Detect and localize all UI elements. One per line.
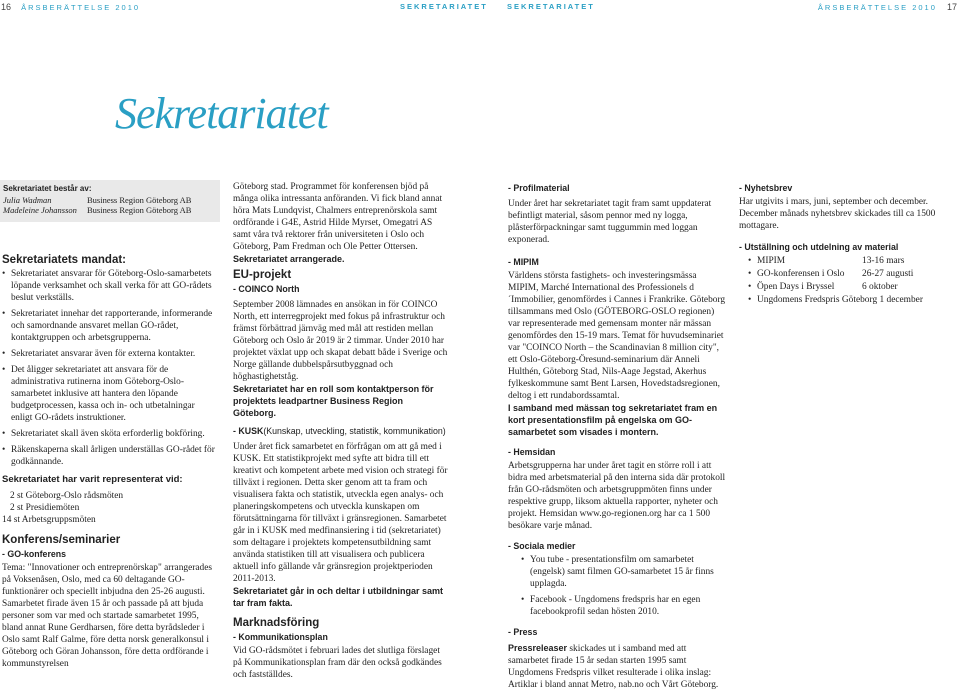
representation-line: 14 st Arbetsgruppsmöten xyxy=(2,515,96,525)
header-right xyxy=(818,2,957,12)
exhibition-date: 13-16 mars xyxy=(862,256,905,266)
list-item: • Räkenskaperna skall årligen underställas GO-rådet för godkännande. xyxy=(11,444,216,468)
eu-subheading: - COINCO North xyxy=(233,284,300,294)
right-running-title: ÅRSBERÄTTELSE 2010 xyxy=(817,3,937,12)
list-item: • Sekretariatet ansvarar för Göteborg-Oslo-samarbetets löpande verksamhet och skall verka för att GO-rådets beslut verkställs. xyxy=(11,268,216,304)
social-list xyxy=(508,554,726,618)
header-left xyxy=(1,2,140,12)
press-text-2: Artiklar i bland annat Metro, nab.no och Vårt Göteborg. xyxy=(508,680,719,690)
website-subheading: - Hemsidan xyxy=(508,447,556,457)
staff-org: Business Region Göteborg AB xyxy=(87,195,192,205)
header-center-left: SEKRETARIATET xyxy=(400,2,488,11)
exhibition-date: 6 oktober xyxy=(862,282,898,292)
press-subheading: - Press xyxy=(508,627,538,637)
list-item xyxy=(757,281,960,293)
newsletter-subheading: - Nyhetsbrev xyxy=(739,183,793,193)
press-bold: Pressreleaser xyxy=(508,643,568,653)
kusk-text: Under året fick samarbetet en förfrågan om att gå med i KUSK. Ett statistikprojekt med syfte att bidra till ett kreativt och kompetent arbete med vision och strategi för tillväxt i regionen. Detta sker genom att ta fram och visualisera fakta och statistik, utveckla egen analys- och planeringskompetens och utveckla kunskapen om förutsättningarna för tillväxt i gränsregionen. Samarbetet går in i KUSK med medfinansiering i tid (sekretariatet) som deltagare i projektets kompetensutbildning samt använda statistiken till att visualisera och publicera aktuell info gällande vår gränsregion projektperioden 2011-2013. xyxy=(233,442,448,584)
eu-heading: EU-projekt xyxy=(233,269,292,281)
list-item: • Det åligger sekretariatet att ansvara för de administrativa rutinerna inom Göteborg-Oslo-samarbetet inklusive att hantera den löpande budgetprocessen, kassa och in- och utbetalningar enligt GO-rådets instruktioner. xyxy=(11,364,216,424)
staff-org: Business Region Göteborg AB xyxy=(87,205,192,215)
left-page-number: 16 xyxy=(1,2,12,12)
representation-heading: Sekretariatet har varit representerat vid: xyxy=(2,474,183,485)
representation-line: 2 st Göteborg-Oslo rådsmöten xyxy=(10,491,124,501)
staff-row xyxy=(3,195,197,205)
page-title: Sekretariatet xyxy=(115,89,328,138)
newsletter-text: Har utgivits i mars, juni, september och december. December månads nyhetsbrev skickades till ca 1500 mottagare. xyxy=(739,197,936,231)
list-item: • Sekretariatet skall även sköta erforderlig bokföring. xyxy=(11,428,216,440)
marketing-text: Vid GO-rådsmötet i februari lades det slutliga förslaget på Kommunikationsplan fram där den också godkändes och fastställdes. xyxy=(233,646,442,680)
conference-heading: Konferens/seminarier xyxy=(2,534,121,546)
conference-subheading: - GO-konferens xyxy=(2,549,67,559)
conference-continued: Göteborg stad. Programmet för konferensen bjöd på många olika intressanta anföranden. Vi fick bland annat höra Mats Lundqvist, Chalmers entreprenörskola samt ordförande i G4E, Astrid Hilde Myrset, Omegatri AS samt våra två rektorer från universiteten i Oslo och Göteborg, Pam Fredman och Ole Petter Ottersen. xyxy=(233,182,443,252)
staff-table xyxy=(3,195,197,215)
staff-row xyxy=(3,205,197,215)
kusk-paren: (Kunskap, utveckling, statistik, kommunikation) xyxy=(263,426,446,436)
list-item: • Sekretariatet innehar det rapporterande, informerande och samordnande ansvaret mellan GO-rådet, kontaktgruppen och arbetsgrupperna. xyxy=(11,308,216,344)
staff-name: Madeleine Johansson xyxy=(3,205,77,215)
left-running-title: ÅRSBERÄTTELSE 2010 xyxy=(21,3,141,12)
exhibition-subheading: - Utställning och utdelning av material xyxy=(739,242,899,252)
press-text-body: skickades ut i samband med att samarbetet firade 15 år sedan starten 1995 samt Ungdomens Fredspris vilket resulterade i olika inslag: xyxy=(508,644,712,678)
list-item xyxy=(757,268,960,280)
mandate-list xyxy=(2,268,216,468)
mipim-subheading: - MIPIM xyxy=(508,257,539,267)
staff-box xyxy=(0,180,220,222)
list-item: • Facebook - Ungdomens fredspris har en egen facebookprofil sedan hösten 2010. xyxy=(530,594,726,618)
exhibition-event: Öpen Days i Bryssel xyxy=(757,282,835,292)
kusk-subheading: - KUSK xyxy=(233,426,264,436)
right-page-number: 17 xyxy=(946,2,957,12)
conference-bold: Sekretariatet arrangerade. xyxy=(233,254,345,264)
column-1 xyxy=(2,250,216,673)
exhibition-event: GO-konferensen i Oslo xyxy=(757,269,845,279)
column-3 xyxy=(508,181,726,691)
exhibition-event: MIPIM xyxy=(757,256,786,266)
list-item: • You tube - presentationsfilm om samarbetet (engelsk) samt filmen GO-samarbetet 15 år finns upplagda. xyxy=(530,554,726,590)
profile-text: Under året har sekretariatet tagit fram samt uppdaterat befintligt material, såsom pennor med ny logga, plåsterförpackningar samt tuggummin med loggan exponerad. xyxy=(508,199,712,245)
kusk-heading xyxy=(233,425,448,437)
representation-line: 2 st Presidiemöten xyxy=(10,503,80,513)
mipim-text: Världens största fastighets- och investeringsmässa MIPIM, Marché International des Professionels d´Immobilier, genomfördes i Cannes i Frankrike. Göteborg tillsammans med Oslo (GÖTEBORG-OSLO regionen) var representerade med gemensam monter när mässan genomfördes den 15-19 mars. Temat för huvudseminariet var "COINCO North – the Scandinavian 8 million city", ett Oslo-Göteborg-Öresund-seminarium där Anneli Hulthén, Göteborg Stad, Nils-Aage Jegstad, Akerhus fylkeskommune samt Bent Larsen, Hovedstadsregionen, deltog i ett rundabordssamtal. xyxy=(508,271,726,401)
marketing-subheading: - Kommunikationsplan xyxy=(233,632,328,642)
list-item xyxy=(757,294,960,306)
conference-text: Tema: "Innovationer och entreprenörskap" arrangerades på Voksenåsen, Oslo, med ca 60 deltagande GO-funktionärer och speciellt inbjudna den 25-26 augusti. Samarbetet firade även 15 år och passade på att bjuda personer som var med och startade samarbetet 1995, bland annat Rune Gerdharsen, före detta byrådsleder i Oslo samt Ralf Galme, före detta norsk generalkonsul i Göteborg och Göran Johansson, före detta ordförande i kommunstyrelsen xyxy=(2,563,213,669)
exhibition-list xyxy=(739,255,960,306)
staff-name: Julia Wadman xyxy=(3,195,52,205)
profile-subheading: - Profilmaterial xyxy=(508,183,570,193)
eu-bold: Sekretariatet har en roll som kontaktperson för projektets leadpartner Business Region Göteborg. xyxy=(233,384,434,418)
press-text xyxy=(508,642,726,679)
column-2 xyxy=(233,181,448,684)
social-subheading: - Sociala medier xyxy=(508,541,576,551)
exhibition-event: Ungdomens Fredspris Göteborg 1 december xyxy=(757,295,923,305)
exhibition-date: 26-27 augusti xyxy=(862,269,914,279)
eu-text: September 2008 lämnades en ansökan in för COINCO North, ett interregprojekt med fokus på infrastruktur och främst förbättrad järnväg med mål att restiden mellan Göteborg och Oslo år 2019 är 2 timmar. Under 2010 har projektet växlat upp och skapat debatt både i Sverige och Norge gällande dubbelspårsutbyggnad och höghastighetståg. xyxy=(233,300,448,382)
mandate-heading: Sekretariatets mandat: xyxy=(2,254,126,266)
marketing-heading: Marknadsföring xyxy=(233,617,320,629)
staff-heading: Sekretariatet består av: xyxy=(3,184,92,193)
mipim-bold: I samband med mässan tog sekretariatet fram en kort presentationsfilm på engelska om GO-samarbetet som visades i montern. xyxy=(508,403,718,437)
website-text: Arbetsgrupperna har under året tagit en större roll i att bidra med arbetsmaterial på den interna sida där protokoll från GO-rådsmöten och arbetsgruppmöten finns under respektive grupp, liksom aktuella rapporter, nyheter och projekt. Hemsidan www.go-regionen.org har ca 1 500 besökare varje månad. xyxy=(508,461,726,531)
header-center-right: SEKRETARIATET xyxy=(507,2,595,11)
kusk-bold: Sekretariatet går in och deltar i utbildningar samt tar fram fakta. xyxy=(233,586,444,608)
list-item: • Sekretariatet ansvarar även för externa kontakter. xyxy=(11,348,216,360)
list-item xyxy=(757,255,960,267)
column-4 xyxy=(739,181,960,308)
